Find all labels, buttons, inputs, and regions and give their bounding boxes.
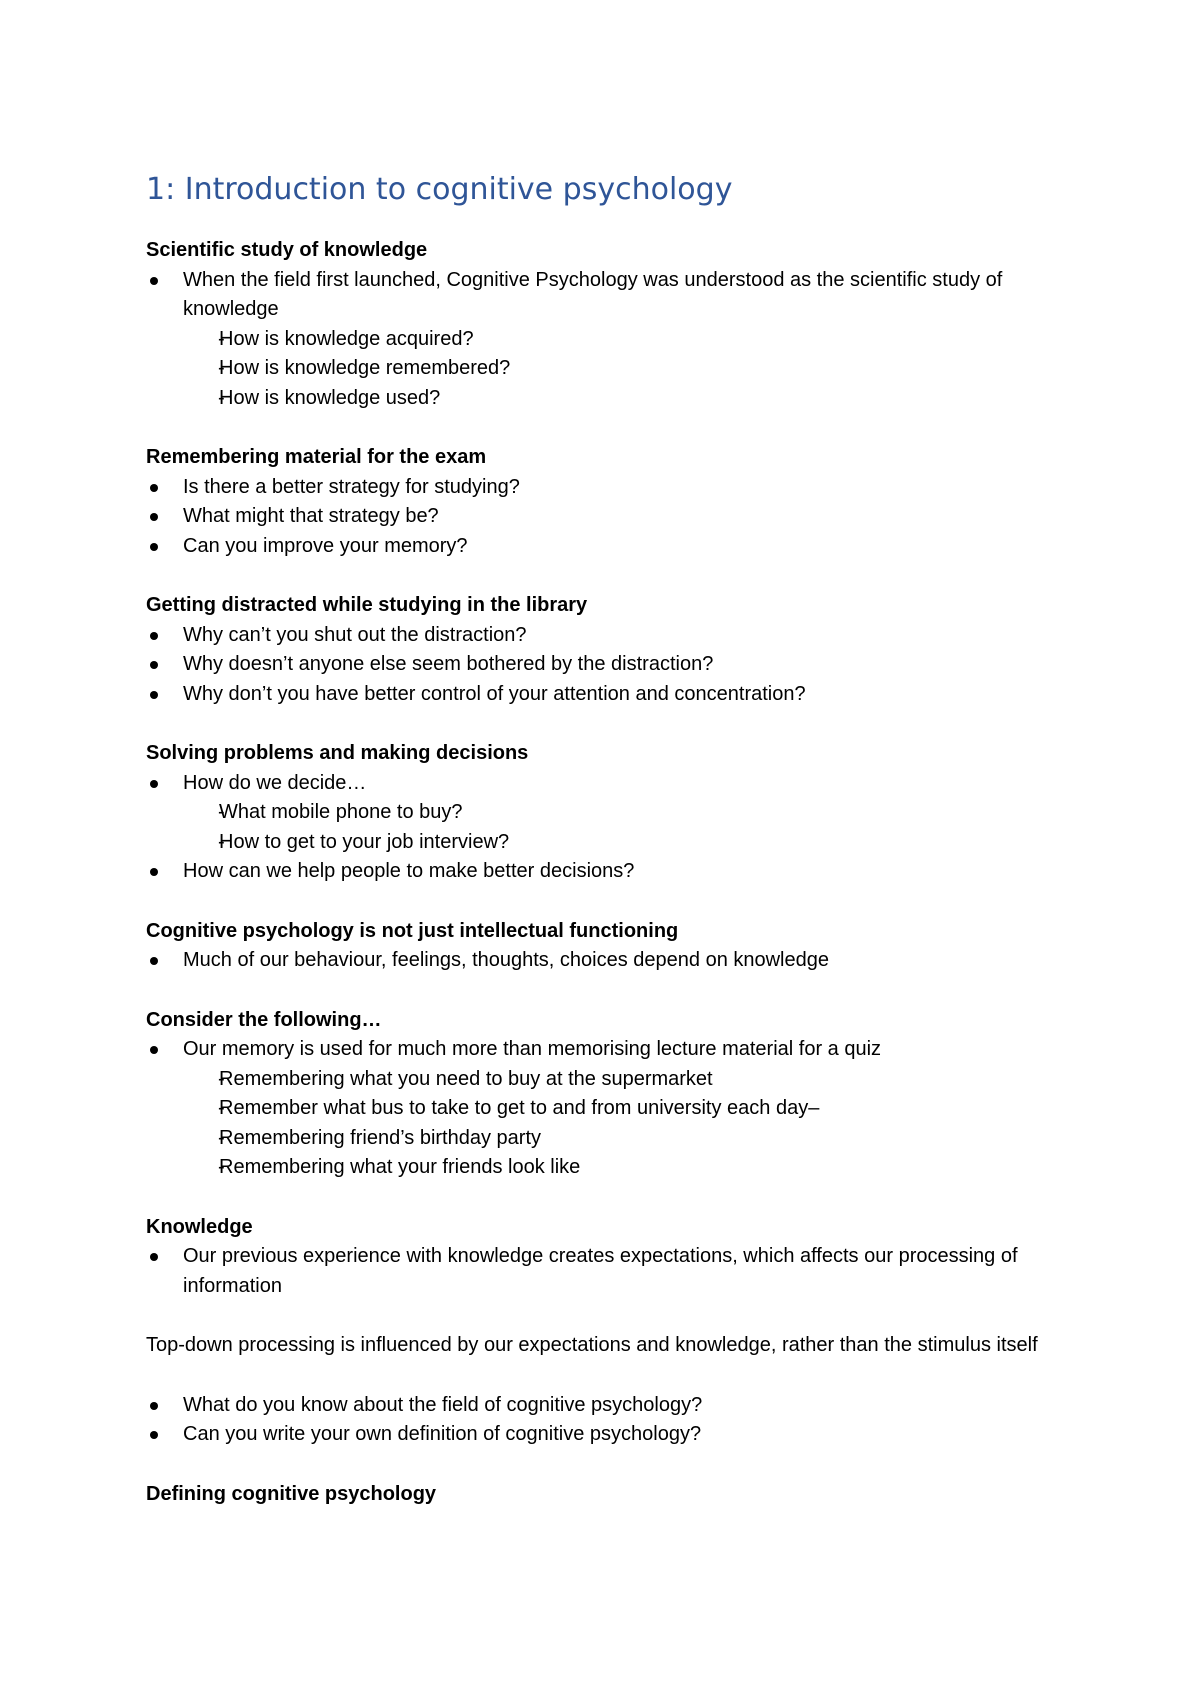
section-heading: Remembering material for the exam <box>146 446 487 468</box>
list-item: Our previous experience with knowledge creates expectations, which affects our processing of information <box>146 1242 1046 1301</box>
top-down-paragraph: Top-down processing is influenced by our expectations and knowledge, rather than the stimulus itself <box>146 1334 1038 1356</box>
list-item: What do you know about the field of cognitive psychology? <box>146 1391 1046 1421</box>
list-item-text: When the field first launched, Cognitive Psychology was understood as the scientific study of knowledge <box>183 268 1003 320</box>
sub-list <box>183 1065 1046 1183</box>
bullet-list <box>146 1391 1046 1450</box>
sub-list-item: - Remembering friend’s birthday party <box>146 1124 1046 1154</box>
sub-list-item: - What mobile phone to buy? <box>146 798 1046 828</box>
list-item-text: Our memory is used for much more than memorising lecture material for a quiz <box>183 1038 882 1060</box>
list-item-text: How do we decide… <box>183 771 367 794</box>
list-item <box>146 266 1046 414</box>
section-heading-defining: Defining cognitive psychology <box>146 1482 437 1505</box>
bullet-list <box>146 266 1046 414</box>
bullet-list <box>146 473 1046 562</box>
list-item: Much of our behaviour, feelings, thoughts, choices depend on knowledge <box>146 946 1046 976</box>
list-item: Can you write your own definition of cognitive psychology? <box>146 1420 1046 1450</box>
sub-list-item: - How is knowledge acquired? <box>146 325 1046 355</box>
sub-list-item: - Remembering what your friends look like <box>146 1153 1046 1183</box>
sub-list-item: - How is knowledge used? <box>146 384 1046 414</box>
bullet-list <box>146 1035 1046 1183</box>
section-heading: Knowledge <box>146 1215 253 1238</box>
section-questions <box>146 1391 1046 1450</box>
section-consider-following <box>146 1006 1046 1183</box>
list-item <box>146 769 1046 858</box>
list-item: How can we help people to make better decisions? <box>146 857 1046 887</box>
sub-list-item: - How to get to your job interview? <box>146 828 1046 858</box>
sub-list-item: - Remembering what you need to buy at the supermarket <box>146 1065 1046 1095</box>
document-title: 1: Introduction to cognitive psychology <box>146 172 733 207</box>
section-getting-distracted <box>146 591 1046 709</box>
list-item: Is there a better strategy for studying? <box>146 473 1046 503</box>
sub-list-item: - How is knowledge remembered? <box>146 354 1046 384</box>
sub-list <box>183 325 1046 414</box>
document-page <box>146 170 1046 1509</box>
section-not-just-intellectual <box>146 917 1046 976</box>
section-solving-problems <box>146 739 1046 887</box>
section-knowledge <box>146 1213 1046 1302</box>
sub-list-item: - Remember what bus to take to get to and from university each day– <box>146 1094 1046 1124</box>
bullet-list <box>146 1242 1046 1301</box>
section-scientific-study <box>146 236 1046 413</box>
sub-list <box>183 798 1046 857</box>
bullet-list <box>146 621 1046 710</box>
list-item: What might that strategy be? <box>146 502 1046 532</box>
list-item: Why doesn’t anyone else seem bothered by the distraction? <box>146 650 1046 680</box>
section-heading: Cognitive psychology is not just intellectual functioning <box>146 919 679 942</box>
bullet-list <box>146 946 1046 976</box>
section-heading: Solving problems and making decisions <box>146 742 529 764</box>
list-item: Can you improve your memory? <box>146 532 1046 562</box>
section-heading: Consider the following… <box>146 1008 382 1031</box>
bullet-list <box>146 769 1046 887</box>
list-item: Why can’t you shut out the distraction? <box>146 621 1046 651</box>
list-item <box>146 1035 1046 1183</box>
list-item: Why don’t you have better control of your attention and concentration? <box>146 680 1046 710</box>
section-heading: Getting distracted while studying in the library <box>146 594 588 616</box>
section-remembering-material <box>146 443 1046 561</box>
section-heading: Scientific study of knowledge <box>146 239 428 261</box>
